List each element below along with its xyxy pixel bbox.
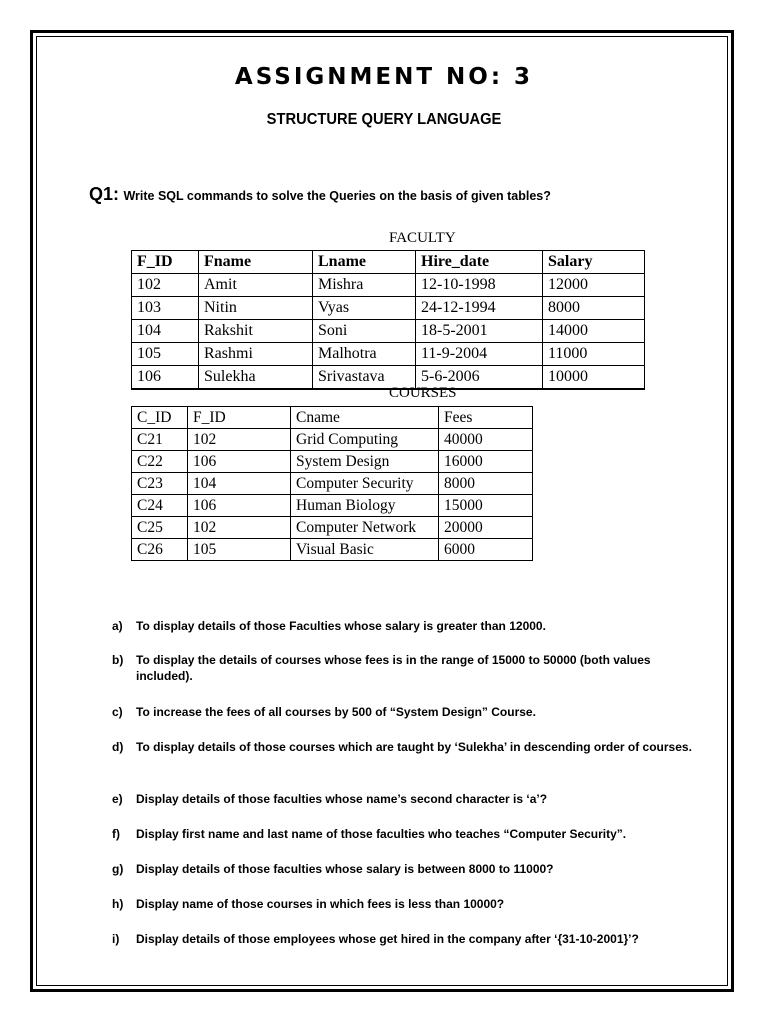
- faculty-cell: 18-5-2001: [416, 320, 543, 343]
- courses-cell: C22: [132, 451, 188, 473]
- query-item: [112, 931, 692, 947]
- assignment-title: ASSIGNMENT NO: 3: [234, 64, 534, 90]
- faculty-header-cell: Fname: [199, 251, 313, 274]
- faculty-cell: Sulekha: [199, 366, 313, 390]
- query-item: [112, 896, 692, 912]
- query-label: c): [112, 705, 123, 719]
- faculty-cell: Soni: [313, 320, 416, 343]
- faculty-cell: 104: [132, 320, 199, 343]
- faculty-header-cell: Salary: [543, 251, 645, 274]
- courses-cell: System Design: [291, 451, 439, 473]
- courses-header-cell: Fees: [439, 407, 533, 429]
- assignment-subtitle: STRUCTURE QUERY LANGUAGE: [266, 111, 502, 128]
- query-label: h): [112, 897, 124, 911]
- courses-cell: 102: [188, 429, 291, 451]
- courses-row: [132, 517, 533, 539]
- courses-cell: 105: [188, 539, 291, 561]
- faculty-cell: 12-10-1998: [416, 274, 543, 297]
- courses-header-row: [132, 407, 533, 429]
- faculty-header-cell: Hire_date: [416, 251, 543, 274]
- courses-cell: C21: [132, 429, 188, 451]
- query-item: [112, 652, 692, 684]
- faculty-cell: Malhotra: [313, 343, 416, 366]
- courses-cell: 102: [188, 517, 291, 539]
- query-item: [112, 618, 692, 634]
- faculty-cell: Mishra: [313, 274, 416, 297]
- faculty-cell: 8000: [543, 297, 645, 320]
- courses-table: [131, 406, 533, 561]
- query-text: To increase the fees of all courses by 500 of “System Design” Course.: [136, 705, 536, 719]
- query-label: b): [112, 653, 124, 667]
- faculty-cell: 106: [132, 366, 199, 390]
- faculty-header-row: [132, 251, 645, 274]
- faculty-row: [132, 343, 645, 366]
- courses-row: [132, 473, 533, 495]
- faculty-cell: Rashmi: [199, 343, 313, 366]
- courses-cell: 6000: [439, 539, 533, 561]
- faculty-cell: 103: [132, 297, 199, 320]
- query-label: d): [112, 740, 124, 754]
- courses-cell: Human Biology: [291, 495, 439, 517]
- query-item: [112, 739, 692, 755]
- faculty-header-cell: F_ID: [132, 251, 199, 274]
- faculty-cell: 102: [132, 274, 199, 297]
- courses-row: [132, 539, 533, 561]
- courses-cell: Computer Network: [291, 517, 439, 539]
- faculty-row: [132, 366, 645, 390]
- faculty-table-caption: FACULTY: [389, 230, 456, 246]
- courses-cell: Visual Basic: [291, 539, 439, 561]
- faculty-cell: 10000: [543, 366, 645, 390]
- faculty-cell: Nitin: [199, 297, 313, 320]
- question-number: Q1:: [89, 184, 120, 204]
- query-label: i): [112, 932, 120, 946]
- query-text: To display details of those Faculties whose salary is greater than 12000.: [136, 619, 546, 633]
- faculty-cell: 5-6-2006: [416, 366, 543, 390]
- courses-cell: Grid Computing: [291, 429, 439, 451]
- courses-cell: C24: [132, 495, 188, 517]
- faculty-cell: 11-9-2004: [416, 343, 543, 366]
- courses-cell: 20000: [439, 517, 533, 539]
- courses-cell: 104: [188, 473, 291, 495]
- faculty-cell: 105: [132, 343, 199, 366]
- courses-cell: 106: [188, 495, 291, 517]
- courses-row: [132, 429, 533, 451]
- faculty-cell: 11000: [543, 343, 645, 366]
- faculty-cell: Vyas: [313, 297, 416, 320]
- courses-cell: 40000: [439, 429, 533, 451]
- courses-row: [132, 495, 533, 517]
- query-label: f): [112, 827, 120, 841]
- query-label: a): [112, 619, 123, 633]
- faculty-cell: Rakshit: [199, 320, 313, 343]
- faculty-table: [131, 250, 645, 390]
- faculty-row: [132, 320, 645, 343]
- query-text: Display details of those faculties whose salary is between 8000 to 11000?: [136, 862, 554, 876]
- courses-header-cell: Cname: [291, 407, 439, 429]
- query-text: To display the details of courses whose fees is in the range of 15000 to 50000 (both values included).: [136, 653, 651, 683]
- query-text: Display details of those faculties whose name’s second character is ‘a’?: [136, 792, 548, 806]
- faculty-cell: 24-12-1994: [416, 297, 543, 320]
- courses-cell: C25: [132, 517, 188, 539]
- courses-cell: C26: [132, 539, 188, 561]
- query-text: To display details of those courses which are taught by ‘Sulekha’ in descending order of courses.: [136, 740, 692, 754]
- question-text: Write SQL commands to solve the Queries on the basis of given tables?: [123, 189, 551, 203]
- courses-cell: Computer Security: [291, 473, 439, 495]
- faculty-header-cell: Lname: [313, 251, 416, 274]
- courses-header-cell: F_ID: [188, 407, 291, 429]
- courses-cell: 8000: [439, 473, 533, 495]
- courses-cell: 106: [188, 451, 291, 473]
- faculty-row: [132, 274, 645, 297]
- query-text: Display name of those courses in which fees is less than 10000?: [136, 897, 505, 911]
- query-label: g): [112, 862, 124, 876]
- faculty-cell: 14000: [543, 320, 645, 343]
- faculty-cell: Srivastava: [313, 366, 416, 390]
- query-item: [112, 861, 692, 877]
- query-item: [112, 704, 692, 720]
- question-heading: [89, 184, 551, 205]
- query-item: [112, 791, 692, 807]
- courses-cell: 15000: [439, 495, 533, 517]
- query-item: [112, 826, 692, 842]
- courses-row: [132, 451, 533, 473]
- courses-table-caption: COURSES: [389, 385, 457, 401]
- query-text: Display first name and last name of those faculties who teaches “Computer Security”.: [136, 827, 627, 841]
- faculty-cell: Amit: [199, 274, 313, 297]
- courses-cell: C23: [132, 473, 188, 495]
- faculty-row: [132, 297, 645, 320]
- query-text: Display details of those employees whose get hired in the company after ‘{31-10-2001}’?: [136, 932, 639, 946]
- query-label: e): [112, 792, 123, 806]
- courses-cell: 16000: [439, 451, 533, 473]
- faculty-cell: 12000: [543, 274, 645, 297]
- courses-header-cell: C_ID: [132, 407, 188, 429]
